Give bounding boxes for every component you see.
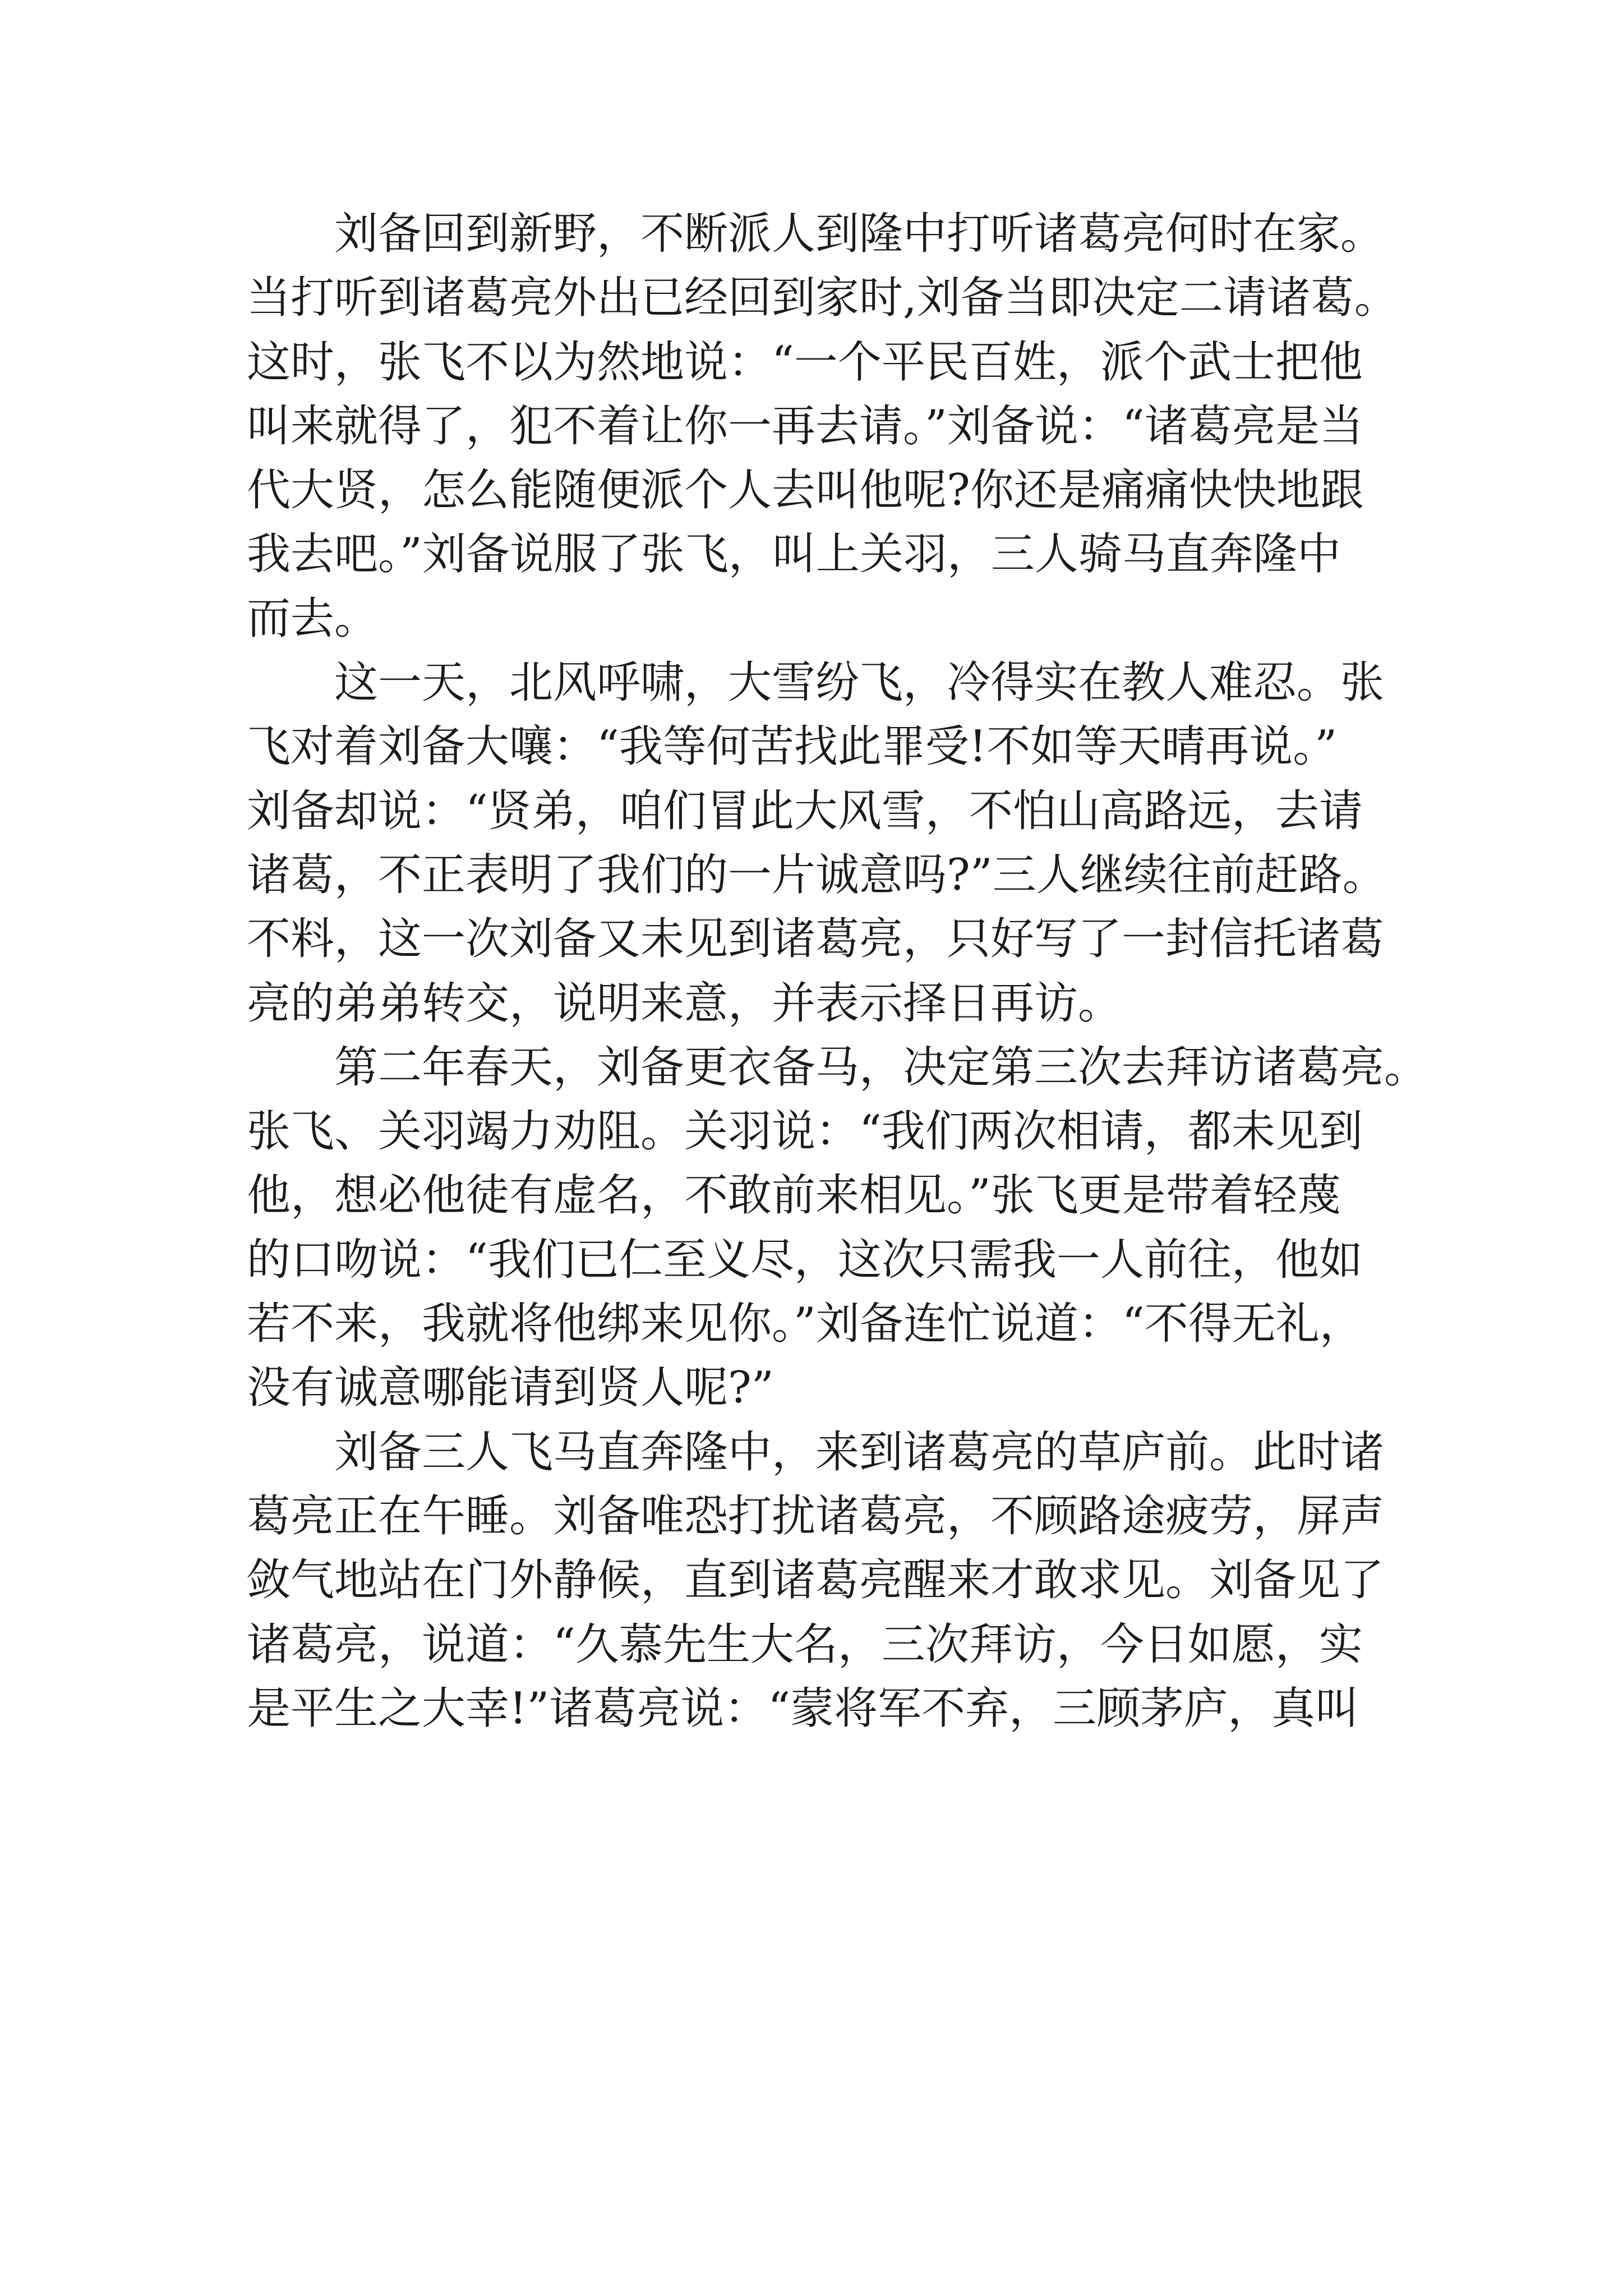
text-line: 葛亮正在午睡。刘备唯恐打扰诸葛亮，不顾路途疲劳，屏声 [247,1490,1385,1542]
text-line: 刘备回到新野，不断派人到隆中打听诸葛亮何时在家。 [334,209,1385,259]
text-line: 诸葛，不正表明了我们的一片诚意吗?”三人继续往前赶路。 [247,849,1386,900]
paragraph-3 [247,1036,1428,1420]
text-line: 第二年春天，刘备更衣备马，决定第三次去拜访诸葛亮。 [334,1042,1428,1093]
text-line: 是平生之大幸!”诸葛亮说：“蒙将军不弃，三顾茅庐，真叫 [247,1683,1359,1734]
text-line: 亮的弟弟转交，说明来意，并表示择日再访。 [247,978,1122,1029]
body-text [247,202,1428,1741]
text-line: 诸葛亮，说道：“久慕先生大名，三次拜访，今日如愿，实 [247,1619,1363,1670]
paragraph-2 [247,651,1424,1036]
text-line: 若不来，我就将他绑来见你。”刘备连忙说道：“不得无礼， [247,1299,1363,1350]
text-line: 代大贤，怎么能随便派个人去叫他呢?你还是痛痛快快地跟 [247,465,1364,516]
text-line: 飞对着刘备大嚷：“我等何苦找此罪受!不如等天晴再说。” [247,721,1338,772]
text-line: 的口吻说：“我们已仁至义尽，这次只需我一人前往，他如 [247,1234,1363,1285]
text-line: 不料，这一次刘备又未见到诸葛亮，只好写了一封信托诸葛 [247,914,1385,965]
text-line: 这时，张飞不以为然地说：“一个平民百姓，派个武士把他 [247,337,1363,388]
paragraph-1 [247,202,1424,651]
text-line: 刘备却说：“贤弟，咱们冒此大风雪，不怕山高路远，去请 [247,785,1363,836]
text-line: 叫来就得了，犯不着让你一再去请。”刘备说：“诸葛亮是当 [247,401,1363,452]
text-line: 这一天，北风呼啸，大雪纷飞，冷得实在教人难忍。张 [334,657,1385,708]
text-line: 而去。 [247,593,379,644]
text-line: 敛气地站在门外静候，直到诸葛亮醒来才敢求见。刘备见了 [247,1555,1385,1606]
text-line: 没有诚意哪能请到贤人呢?” [247,1363,774,1414]
text-line: 刘备三人飞马直奔隆中，来到诸葛亮的草庐前。此时诸 [334,1427,1385,1478]
text-line: 他，想必他徒有虚名，不敢前来相见。”张飞更是带着轻蔑 [247,1170,1341,1221]
text-line: 张飞、关羽竭力劝阻。关羽说：“我们两次相请，都未见到 [247,1106,1363,1157]
text-line: 我去吧。”刘备说服了张飞，叫上关羽，三人骑马直奔隆中 [247,529,1341,580]
text-line: 当打听到诸葛亮外出已经回到家时,刘备当即决定二请诸葛。 [247,273,1398,324]
paragraph-4 [247,1420,1424,1741]
